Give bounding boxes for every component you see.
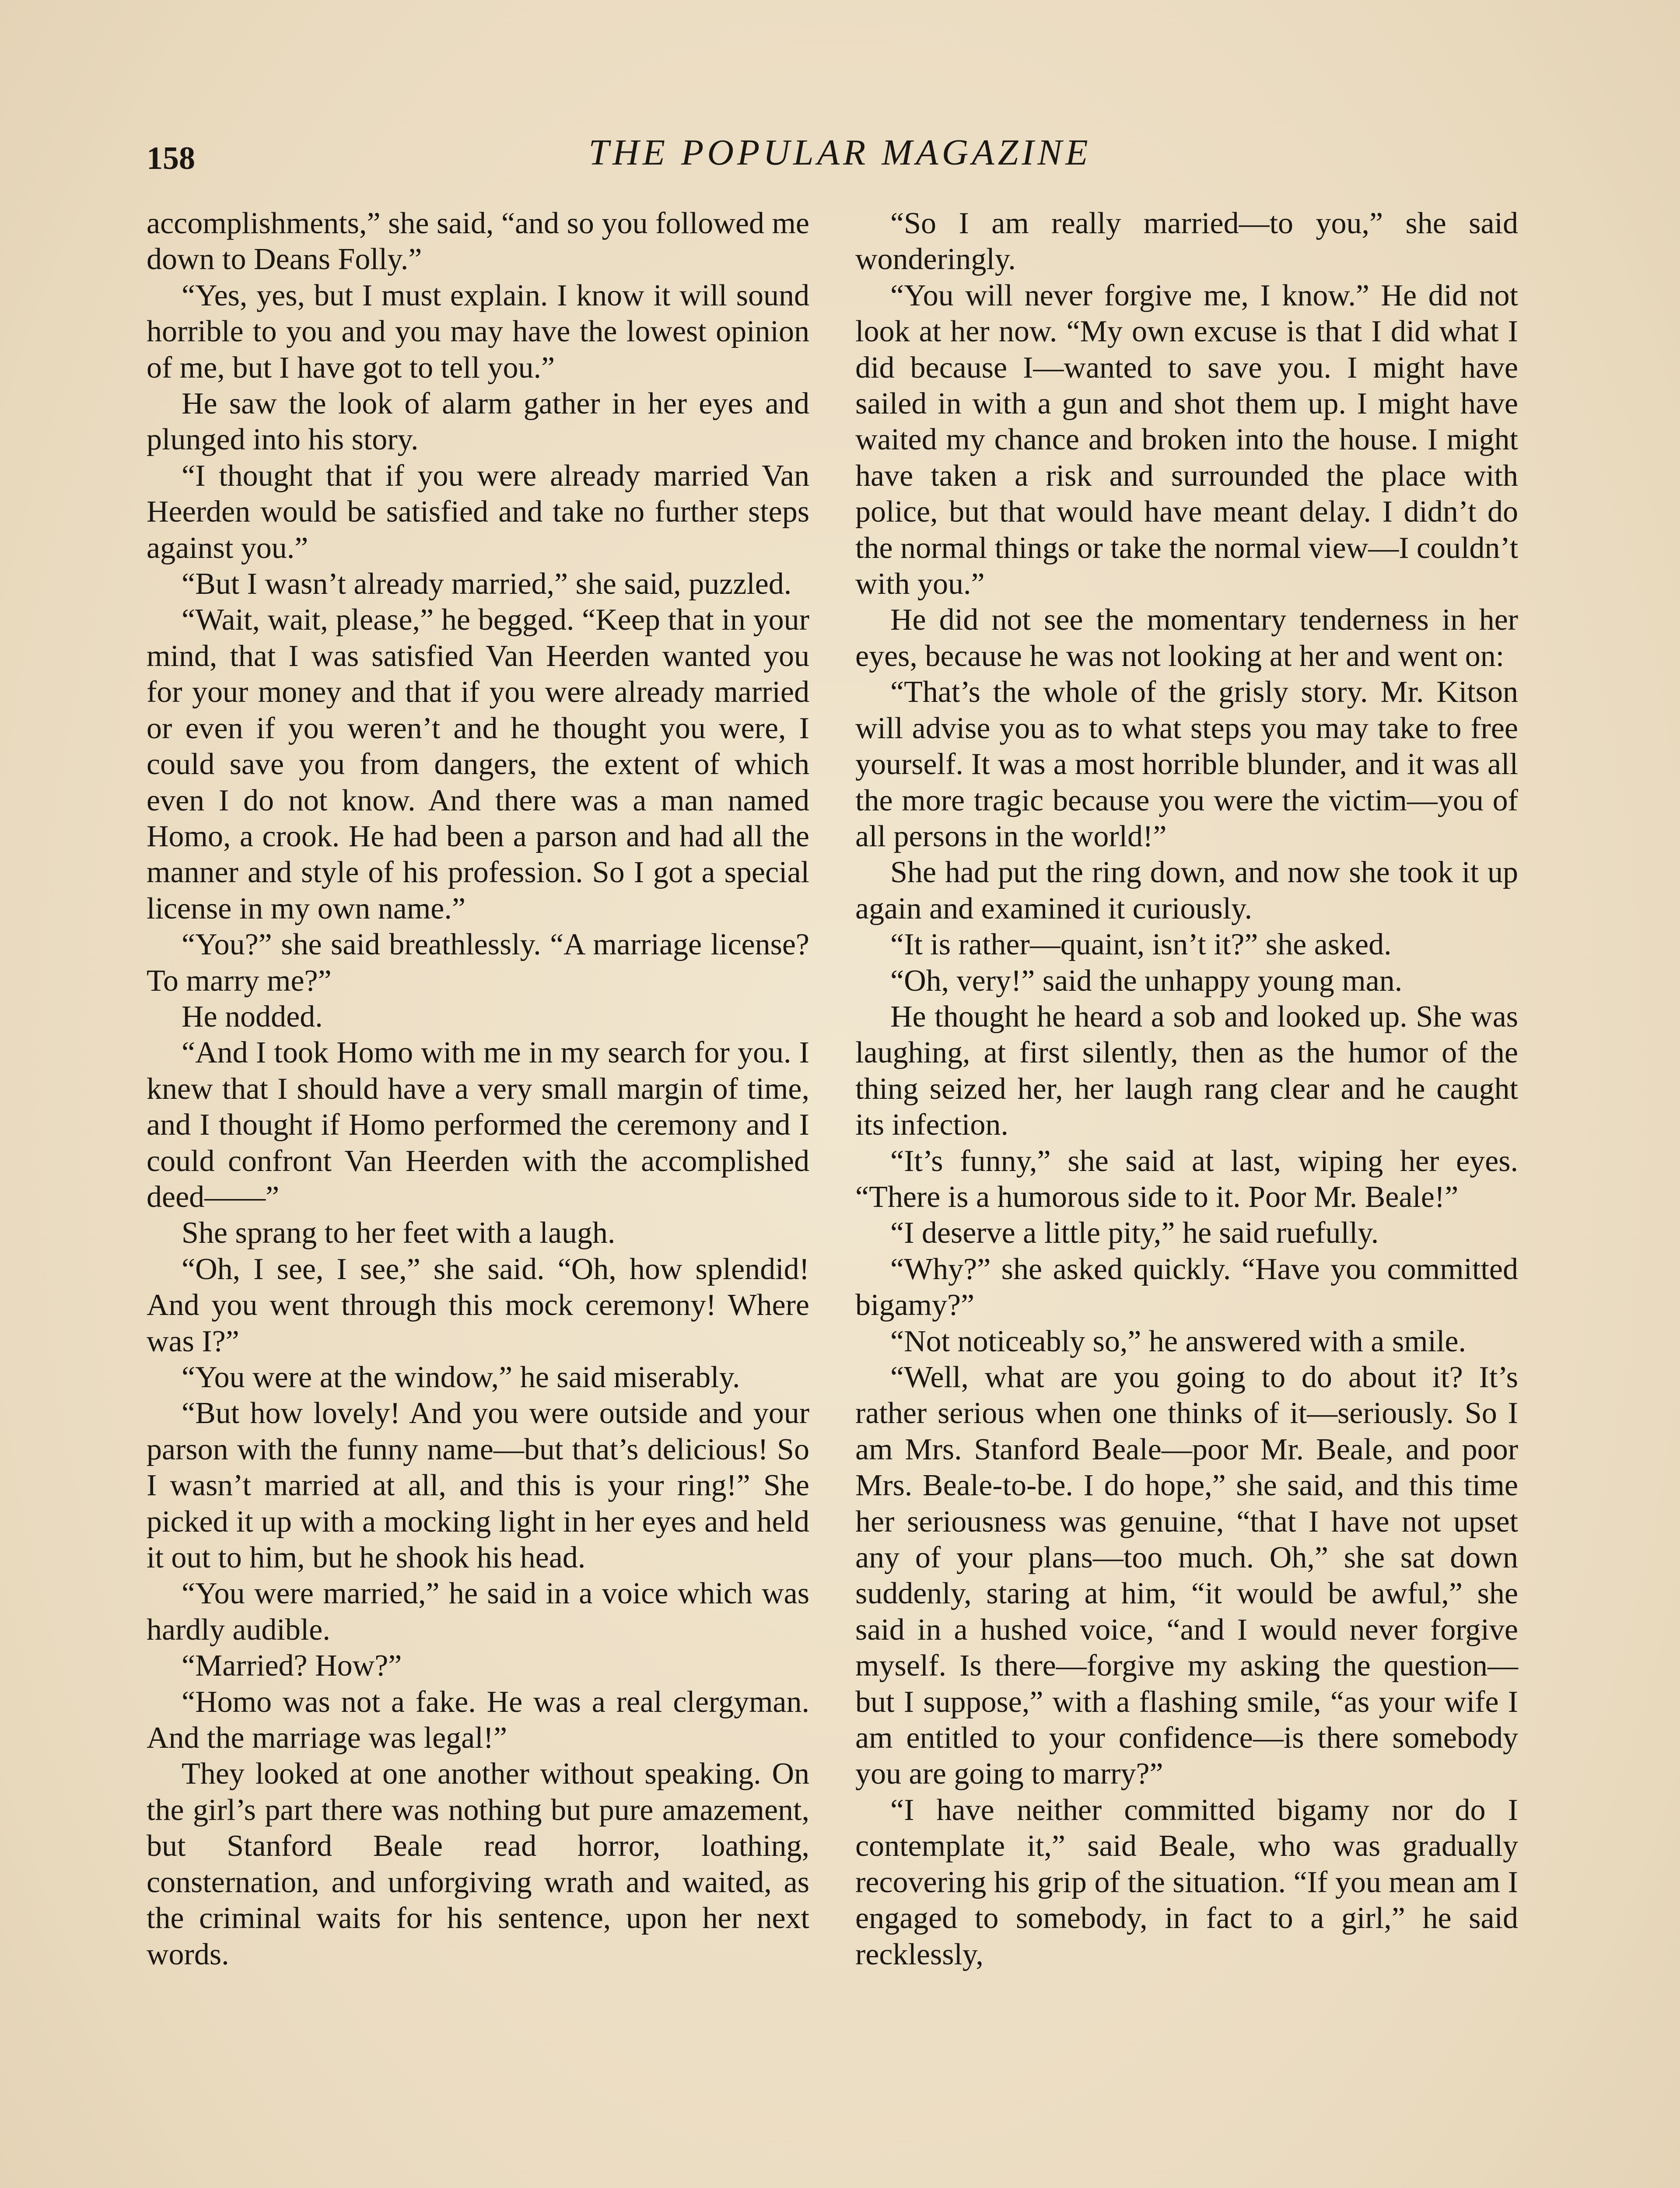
paragraph: “But how lovely! And you were outside and your parson with the funny name—but that’s delicious! So I wasn’t married at all, and this is your ring!” She picked it up with a mocking light in her eyes and held it out to him, but he shook his head. xyxy=(147,1396,809,1575)
paragraph: “It’s funny,” she said at last, wiping her eyes. “There is a humorous side to it. Poor Mr. Beale!” xyxy=(855,1144,1518,1214)
page-number: 158 xyxy=(147,140,195,176)
right-text-column xyxy=(855,206,1518,1973)
paragraph: He nodded. xyxy=(182,999,323,1034)
paragraph: She sprang to her feet with a laugh. xyxy=(182,1216,616,1250)
paragraph: “It is rather—quaint, isn’t it?” she asked. xyxy=(890,928,1392,962)
paragraph: “You will never forgive me, I know.” He did not look at her now. “My own excuse is that I did what I did because I—wanted to save you. I might have sailed in with a gun and shot them up. I might have waited my chance and broken into the house. I might have taken a risk and surrounded the place with police, but that would have meant delay. I didn’t do the normal things or take the normal view—I couldn’t with you.” xyxy=(855,278,1519,601)
left-text-column xyxy=(147,206,809,1973)
paragraph: “Wait, wait, please,” he begged. “Keep that in your mind, that I was satisfied Van Heerden wanted you for your money and that if you were already married or even if you weren’t and he thought you were, I could save you from dangers, the extent of which even I do not know. And there was a man named Homo, a crook. He had been a parson and had all the manner and style of his profession. So I got a special license in my own name.” xyxy=(147,603,809,926)
paragraph: She had put the ring down, and now she took it up again and examined it curiously. xyxy=(855,856,1518,926)
paragraph: accomplishments,” she said, “and so you followed me down to Deans Folly.” xyxy=(147,207,809,277)
paragraph: “But I wasn’t already married,” she said, puzzled. xyxy=(182,567,792,601)
paragraph: “Yes, yes, but I must explain. I know it will sound horrible to you and you may have the lowest opinion of me, but I have got to tell you.” xyxy=(147,278,809,385)
paragraph: “I have neither committed bigamy nor do I contemplate it,” said Beale, who was gradually recovering his grip of the situation. “If you mean am I engaged to somebody, in fact to a girl,” he said recklessly, xyxy=(855,1793,1518,1971)
paragraph: “You were married,” he said in a voice which was hardly audible. xyxy=(147,1577,809,1647)
paragraph: “Why?” she asked quickly. “Have you committed bigamy?” xyxy=(855,1252,1518,1322)
paragraph: “So I am really married—to you,” she said wonderingly. xyxy=(855,207,1518,277)
paragraph: “That’s the whole of the grisly story. Mr. Kitson will advise you as to what steps you may take to free yourself. It was a most horrible blunder, and it was all the more tragic because you were the victim—you of all persons in the world!” xyxy=(855,675,1518,853)
paragraph: “I thought that if you were already married Van Heerden would be satisfied and take no further steps against you.” xyxy=(147,459,809,565)
paragraph: “Not noticeably so,” he answered with a smile. xyxy=(890,1324,1466,1358)
paragraph: “You were at the window,” he said miserably. xyxy=(182,1360,740,1394)
page-header xyxy=(147,131,1533,184)
paragraph: He did not see the momentary tenderness in her eyes, because he was not looking at her and went on: xyxy=(855,603,1518,673)
paragraph: “Homo was not a fake. He was a real clergyman. And the marriage was legal!” xyxy=(147,1685,809,1755)
paragraph: They looked at one another without speaking. On the girl’s part there was nothing but pure amazement, but Stanford Beale read horror, loathing, consternation, and unforgiving wrath and waited, as the criminal waits for his sentence, upon her next words. xyxy=(147,1757,809,1971)
paragraph: He saw the look of alarm gather in her eyes and plunged into his story. xyxy=(147,387,809,457)
paragraph: “Well, what are you going to do about it? It’s rather serious when one thinks of it—seriously. So I am Mrs. Stanford Beale—poor Mr. Beale, and poor Mrs. Beale-to-be. I do hope,” she said, and this time her seriousness was genuine, “that I have not upset any of your plans—too much. Oh,” she sat down suddenly, staring at him, “it would be awful,” she said in a hushed voice, “and I would never forgive myself. Is there—forgive my asking the question—but I suppose,” with a flashing smile, “as your wife I am entitled to your confidence—is there somebody you are going to marry?” xyxy=(855,1360,1518,1791)
magazine-title: THE POPULAR MAGAZINE xyxy=(588,132,1092,173)
paragraph: “Married? How?” xyxy=(182,1649,402,1683)
paragraph: “You?” she said breathlessly. “A marriage license? To marry me?” xyxy=(147,928,809,998)
paragraph: “I deserve a little pity,” he said ruefully. xyxy=(890,1216,1379,1250)
paragraph: He thought he heard a sob and looked up. She was laughing, at first silently, then as the humor of the thing seized her, her laugh rang clear and he caught its infection. xyxy=(855,999,1518,1142)
paragraph: “Oh, I see, I see,” she said. “Oh, how splendid! And you went through this mock ceremony! Where was I?” xyxy=(147,1252,809,1358)
paragraph: “Oh, very!” said the unhappy young man. xyxy=(890,964,1403,998)
paragraph: “And I took Homo with me in my search for you. I knew that I should have a very small margin of time, and I thought if Homo performed the ceremony and I could confront Van Heerden with the accomplished deed——” xyxy=(147,1036,809,1214)
